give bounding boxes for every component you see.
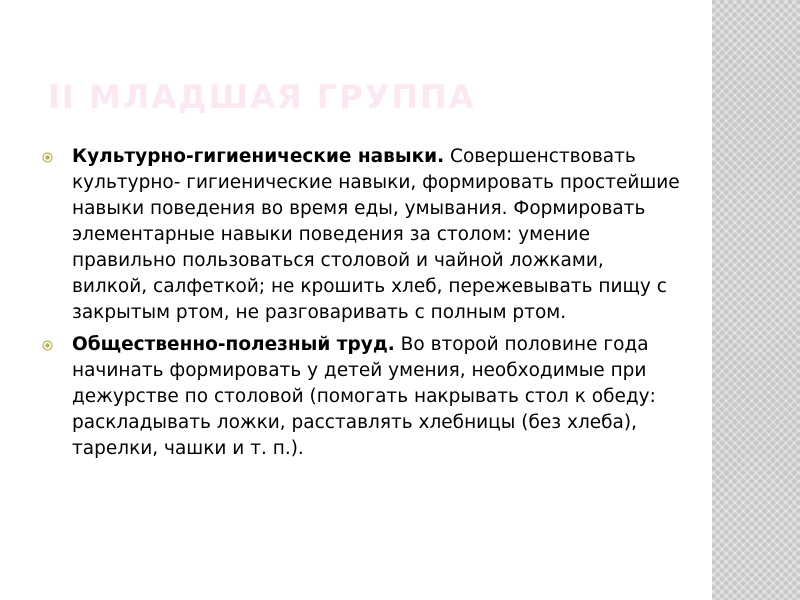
circle-bullet-icon <box>42 340 53 351</box>
bullet-text-useful-work: Во второй половине года начинать формировать у детей умения, необходимые при дежурстве по столовой (помогать накрывать стол к обеду: раскладывать ложки, расставлять хлебницы (без хлеба), тарелки, чашки и т. п.). <box>72 334 656 459</box>
circle-bullet-icon <box>42 152 53 163</box>
decorative-side-band <box>712 0 800 600</box>
bullet-list <box>42 144 682 468</box>
bullet-lead-hygiene-skills: Культурно-гигиенические навыки. <box>72 146 445 167</box>
slide-title: II МЛАДШАЯ ГРУППА <box>48 78 476 116</box>
bullet-text-hygiene-skills: Совершенствовать культурно- гигиенические навыки, формировать простейшие навыки поведения во время еды, умывания. Формировать элементарные навыки поведения за столом: умение правильно пользоваться столовой и чайной ложками, вилкой, салфеткой; не крошить хлеб, пережевывать пищу с закрытым ртом, не разговаривать с полным ртом. <box>72 146 680 323</box>
bullet-lead-useful-work: Общественно-полезный труд. <box>72 334 395 355</box>
bullet-item-useful-work <box>42 332 682 462</box>
bullet-item-hygiene-skills <box>42 144 682 326</box>
